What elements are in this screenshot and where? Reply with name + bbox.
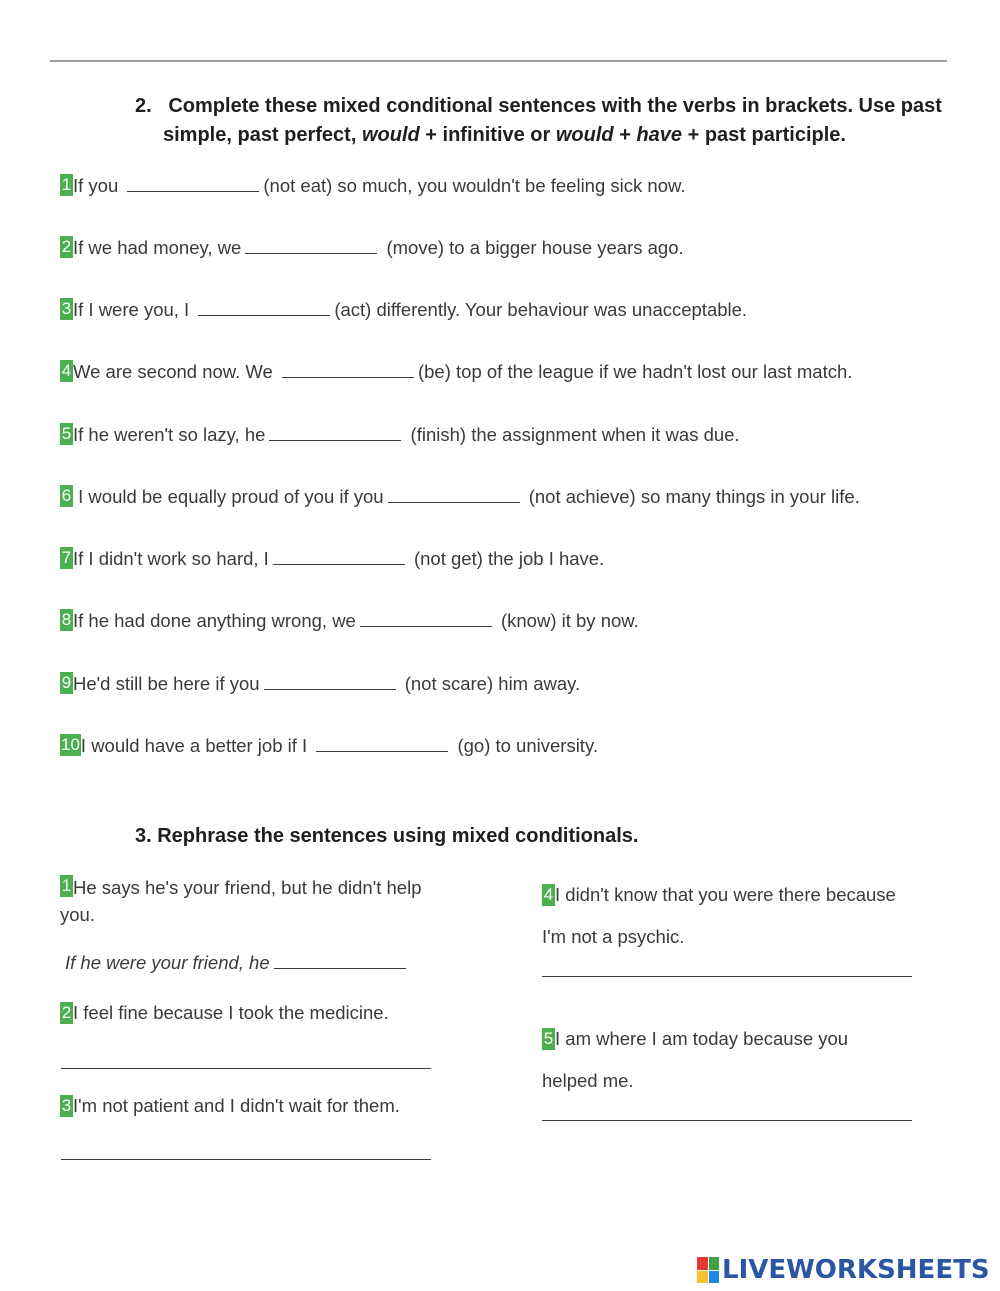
item-3-text: I'm not patient and I didn't wait for them. bbox=[73, 1095, 400, 1116]
sentence-before: I would be equally proud of you if you bbox=[73, 486, 384, 507]
exercise-3-item-5 bbox=[542, 1018, 848, 1102]
answer-blank[interactable] bbox=[388, 484, 520, 503]
exercise-2-item-3 bbox=[60, 297, 747, 322]
exercise-2-item-5 bbox=[60, 422, 740, 447]
section-2-heading bbox=[135, 92, 955, 150]
answer-blank[interactable] bbox=[273, 546, 405, 565]
item-number-badge: 9 bbox=[61, 673, 72, 692]
sentence-after: (be) top of the league if we hadn't lost our last match. bbox=[417, 361, 853, 382]
item-number-badge: 6 bbox=[61, 486, 72, 505]
section-2-heading-line2a: simple, past perfect, bbox=[163, 124, 362, 146]
exercise-3-item-1-prompt bbox=[65, 950, 410, 975]
item-1-prompt-text: If he were your friend, he bbox=[65, 952, 270, 973]
item-2-text: I feel fine because I took the medicine. bbox=[73, 1002, 389, 1023]
sentence-before: We are second now. We bbox=[73, 361, 278, 382]
exercise-3-item-2 bbox=[60, 1001, 389, 1025]
item-number-badge: 2 bbox=[61, 237, 72, 256]
exercise-2-item-4 bbox=[60, 359, 852, 384]
answer-blank[interactable] bbox=[264, 671, 396, 690]
heading-have: have bbox=[636, 124, 683, 146]
sentence-after: (not eat) so much, you wouldn't be feeling sick now. bbox=[263, 175, 686, 196]
sentence-after: (go) to university. bbox=[452, 735, 598, 756]
answer-blank[interactable] bbox=[198, 297, 330, 316]
item-number-badge: 7 bbox=[61, 548, 72, 567]
sentence-before: He'd still be here if you bbox=[73, 673, 260, 694]
sentence-after: (know) it by now. bbox=[495, 610, 639, 631]
sentence-before: If I didn't work so hard, I bbox=[73, 548, 269, 569]
section-3-heading: 3. Rephrase the sentences using mixed conditionals. bbox=[135, 825, 639, 847]
exercise-3-item-1 bbox=[60, 874, 422, 928]
exercise-2-item-10 bbox=[60, 733, 598, 758]
item-number-badge: 5 bbox=[543, 1029, 554, 1048]
sentence-before: If I were you, I bbox=[73, 299, 195, 320]
liveworksheets-logo-icon bbox=[697, 1257, 719, 1283]
exercise-2-item-7 bbox=[60, 546, 604, 571]
liveworksheets-logo bbox=[697, 1255, 990, 1285]
sentence-after: (not scare) him away. bbox=[399, 673, 581, 694]
exercise-2-item-9 bbox=[60, 671, 580, 696]
heading-would-1: would bbox=[361, 124, 420, 146]
answer-line-item-5[interactable] bbox=[542, 1120, 912, 1121]
answer-line-item-3[interactable] bbox=[61, 1159, 431, 1160]
item-number-badge: 1 bbox=[61, 876, 72, 895]
item-5-line-1: I am where I am today because you bbox=[555, 1028, 849, 1049]
answer-blank[interactable] bbox=[127, 173, 259, 192]
item-number-badge: 3 bbox=[61, 299, 72, 318]
section-2-heading-line2c: + past participle. bbox=[682, 124, 846, 146]
item-number-badge: 4 bbox=[61, 361, 72, 380]
item-number-badge: 2 bbox=[61, 1003, 72, 1022]
section-2-heading-line2b: + infinitive or bbox=[419, 124, 556, 146]
answer-line-item-4[interactable] bbox=[542, 976, 912, 977]
exercise-2-item-6 bbox=[60, 484, 860, 509]
exercise-2-item-8 bbox=[60, 608, 639, 633]
section-2-heading-line1: Complete these mixed conditional sentences with the verbs in brackets. Use past bbox=[168, 95, 942, 117]
item-number-badge: 3 bbox=[61, 1096, 72, 1115]
item-1-line-2: you. bbox=[60, 904, 95, 925]
answer-blank[interactable] bbox=[245, 235, 377, 254]
sentence-after: (move) to a bigger house years ago. bbox=[381, 237, 684, 258]
item-number-badge: 10 bbox=[61, 735, 80, 754]
logo-text: LIVEWORKSHEETS bbox=[722, 1255, 990, 1285]
sentence-after: (not achieve) so many things in your life. bbox=[523, 486, 860, 507]
item-1-line-1: He says he's your friend, but he didn't help bbox=[73, 877, 422, 898]
sentence-before: I would have a better job if I bbox=[80, 735, 313, 756]
sentence-after: (finish) the assignment when it was due. bbox=[405, 424, 740, 445]
answer-line-item-2[interactable] bbox=[61, 1068, 431, 1069]
sentence-before: If you bbox=[73, 175, 124, 196]
sentence-before: If he had done anything wrong, we bbox=[73, 610, 356, 631]
item-number-badge: 1 bbox=[61, 175, 72, 194]
exercise-2-item-1 bbox=[60, 173, 685, 198]
heading-would-2: would bbox=[555, 124, 614, 146]
answer-blank[interactable] bbox=[274, 950, 406, 969]
answer-blank[interactable] bbox=[360, 608, 492, 627]
section-2-number: 2. bbox=[135, 95, 152, 117]
answer-blank[interactable] bbox=[282, 359, 414, 378]
answer-blank[interactable] bbox=[316, 733, 448, 752]
item-number-badge: 4 bbox=[543, 885, 554, 904]
top-rule bbox=[50, 60, 947, 62]
item-number-badge: 5 bbox=[61, 424, 72, 443]
sentence-before: If he weren't so lazy, he bbox=[73, 424, 266, 445]
heading-plus: + bbox=[613, 124, 637, 146]
item-number-badge: 8 bbox=[61, 610, 72, 629]
exercise-3-item-3 bbox=[60, 1094, 400, 1118]
item-4-line-1: I didn't know that you were there because bbox=[555, 884, 896, 905]
exercise-3-item-4 bbox=[542, 874, 896, 958]
item-5-line-2: helped me. bbox=[542, 1070, 634, 1091]
sentence-before: If we had money, we bbox=[73, 237, 242, 258]
answer-blank[interactable] bbox=[269, 422, 401, 441]
item-4-line-2: I'm not a psychic. bbox=[542, 926, 685, 947]
exercise-2-item-2 bbox=[60, 235, 684, 260]
sentence-after: (act) differently. Your behaviour was unacceptable. bbox=[334, 299, 748, 320]
sentence-after: (not get) the job I have. bbox=[408, 548, 605, 569]
